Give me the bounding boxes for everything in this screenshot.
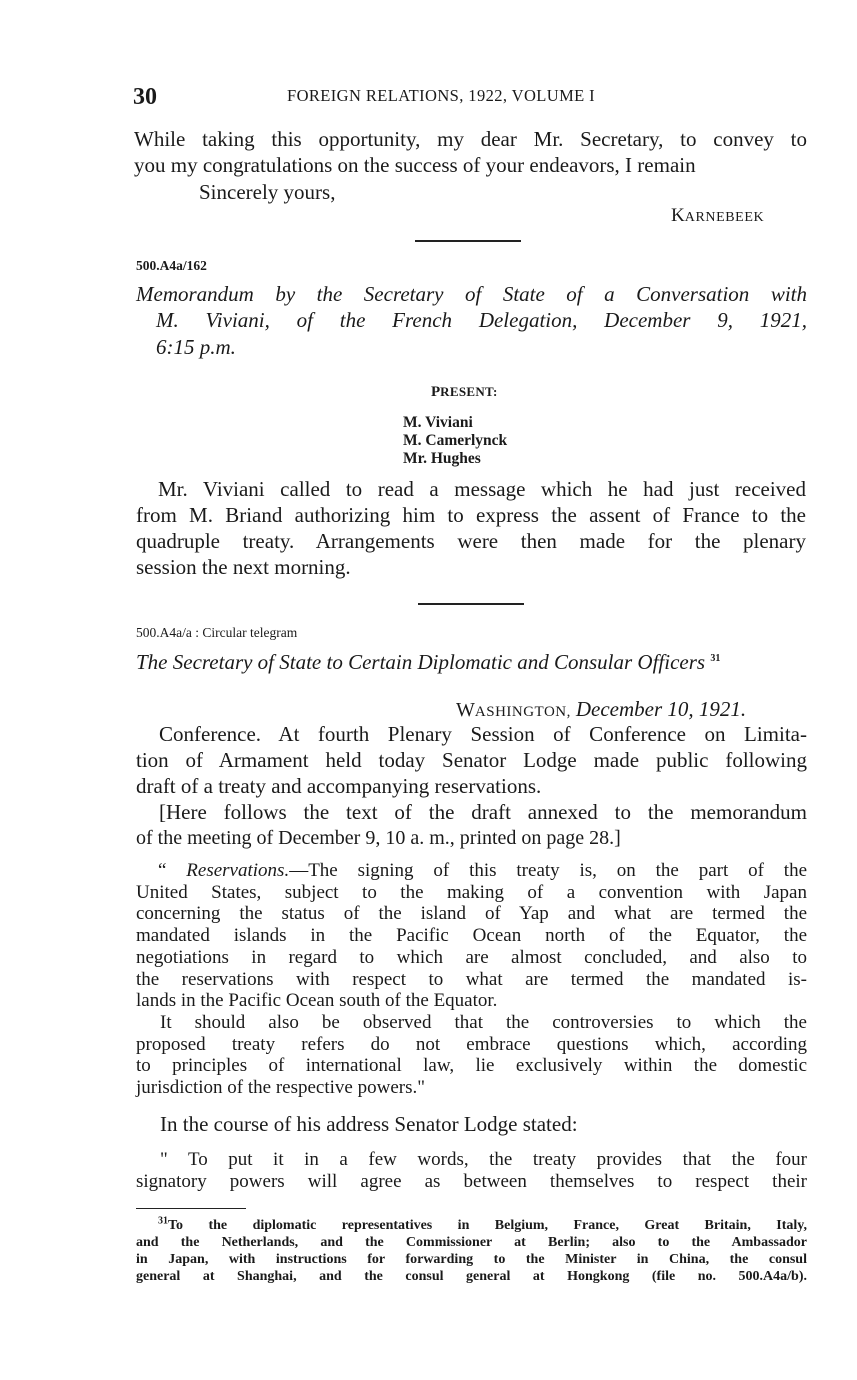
- footnote-line: general at Shanghai, and the consul general at Hongkong (file no. 500.A4a/b).: [136, 1269, 807, 1284]
- observed-line: proposed treaty refers do not embrace questions which, according: [136, 1034, 807, 1055]
- telegram-para2-line-2: of the meeting of December 9, 10 a. m., printed on page 28.]: [136, 827, 621, 849]
- telegram-title: [136, 650, 720, 675]
- footnote-ref: 31: [710, 653, 721, 664]
- memo-title-line-3: 6:15 p.m.: [156, 335, 236, 359]
- telegram-para1-line-3: draft of a treaty and accompanying reservations.: [136, 774, 542, 798]
- running-title: FOREIGN RELATIONS, 1922, VOLUME I: [287, 86, 596, 105]
- reservations-line: the reservations with respect to what are termed the mandated is-: [136, 969, 807, 990]
- present-list: [403, 414, 507, 468]
- present-name: M. Viviani: [403, 414, 473, 431]
- telegram-date: December 10, 1921.: [575, 697, 747, 721]
- telegram-para1-line-1: Conference. At fourth Plenary Session of Conference on Limita-: [159, 722, 807, 746]
- telegram-dateline: [456, 697, 746, 722]
- telegram-para2-line-1: [Here follows the text of the draft annexed to the memorandum: [159, 800, 807, 824]
- footnote-rule: [136, 1208, 246, 1209]
- section-divider: [415, 240, 521, 242]
- present-heading: [431, 384, 498, 401]
- reservations-line: mandated islands in the Pacific Ocean north of the Equator, the: [136, 925, 807, 946]
- footnote-text: To the diplomatic representatives in Belgium, France, Great Britain, Italy,: [168, 1218, 807, 1233]
- present-rest: RESENT:: [440, 384, 498, 399]
- telegram-para1-line-2: tion of Armament held today Senator Lodge made public following: [136, 748, 807, 772]
- memo-doc-id: 500.A4a/162: [136, 258, 207, 273]
- reservations-line: lands in the Pacific Ocean south of the Equator.: [136, 990, 498, 1011]
- salutation: Sincerely yours,: [199, 180, 336, 204]
- address-line: In the course of his address Senator Lodge stated:: [160, 1112, 578, 1136]
- observed-line: jurisdiction of the respective powers.": [136, 1077, 425, 1098]
- reservations-first-rest: —The signing of this treaty is, on the part of the: [289, 860, 808, 881]
- present-name: M. Camerlynck: [403, 432, 508, 449]
- reservations-line: negotiations in regard to which are almost concluded, and also to: [136, 947, 807, 968]
- letter-line-2: you my congratulations on the success of your endeavors, I remain: [134, 153, 696, 177]
- telegram-title-text: The Secretary of State to Certain Diplomatic and Consular Officers: [136, 650, 706, 674]
- reservations-line: concerning the status of the island of Yap and what are termed the: [136, 903, 807, 924]
- reservations-line: United States, subject to the making of a convention with Japan: [136, 882, 807, 903]
- signature: [671, 205, 764, 227]
- place-rest: ASHINGTON,: [474, 704, 571, 720]
- present-name: Mr. Hughes: [403, 450, 481, 467]
- footnote-marker: 31: [158, 1215, 168, 1227]
- memo-body-line-1: Mr. Viviani called to read a message which he had just received: [158, 477, 806, 501]
- memo-title-line-1: Memorandum by the Secretary of State of a Conversation with: [136, 282, 807, 306]
- page-number: 30: [133, 84, 157, 110]
- memo-body-line-2: from M. Briand authorizing him to express the assent of France to the: [136, 503, 806, 527]
- footnote-line-1: [158, 1215, 807, 1235]
- quote-line: " To put it in a few words, the treaty provides that the four: [160, 1149, 807, 1170]
- place-initial: W: [456, 699, 475, 721]
- telegram-doc-id: 500.A4a/a : Circular telegram: [136, 625, 298, 640]
- observed-line: to principles of international law, lie exclusively within the domestic: [136, 1055, 807, 1076]
- quote-line: signatory powers will agree as between themselves to respect their: [136, 1171, 807, 1192]
- present-initial: P: [431, 384, 441, 400]
- reservations-label: Reservations.: [186, 860, 290, 881]
- observed-line: It should also be observed that the controversies to which the: [160, 1012, 807, 1033]
- footnote-line: in Japan, with instructions for forwarding to the Minister in China, the consul: [136, 1252, 807, 1267]
- reservations-line-1: “ Reservations.—The signing of this treaty is, on the part of the: [158, 860, 808, 881]
- footnote-line: and the Netherlands, and the Commissioner at Berlin; also to the Ambassador: [136, 1235, 807, 1250]
- signature-initial: K: [671, 205, 685, 226]
- section-divider: [418, 603, 524, 605]
- signature-rest: ARNEBEEK: [684, 210, 765, 225]
- memo-title-line-2: M. Viviani, of the French Delegation, December 9, 1921,: [156, 308, 807, 332]
- letter-line-1: While taking this opportunity, my dear Mr. Secretary, to convey to: [134, 127, 807, 151]
- memo-body-line-3: quadruple treaty. Arrangements were then made for the plenary: [136, 529, 806, 553]
- memo-body-line-4: session the next morning.: [136, 555, 351, 579]
